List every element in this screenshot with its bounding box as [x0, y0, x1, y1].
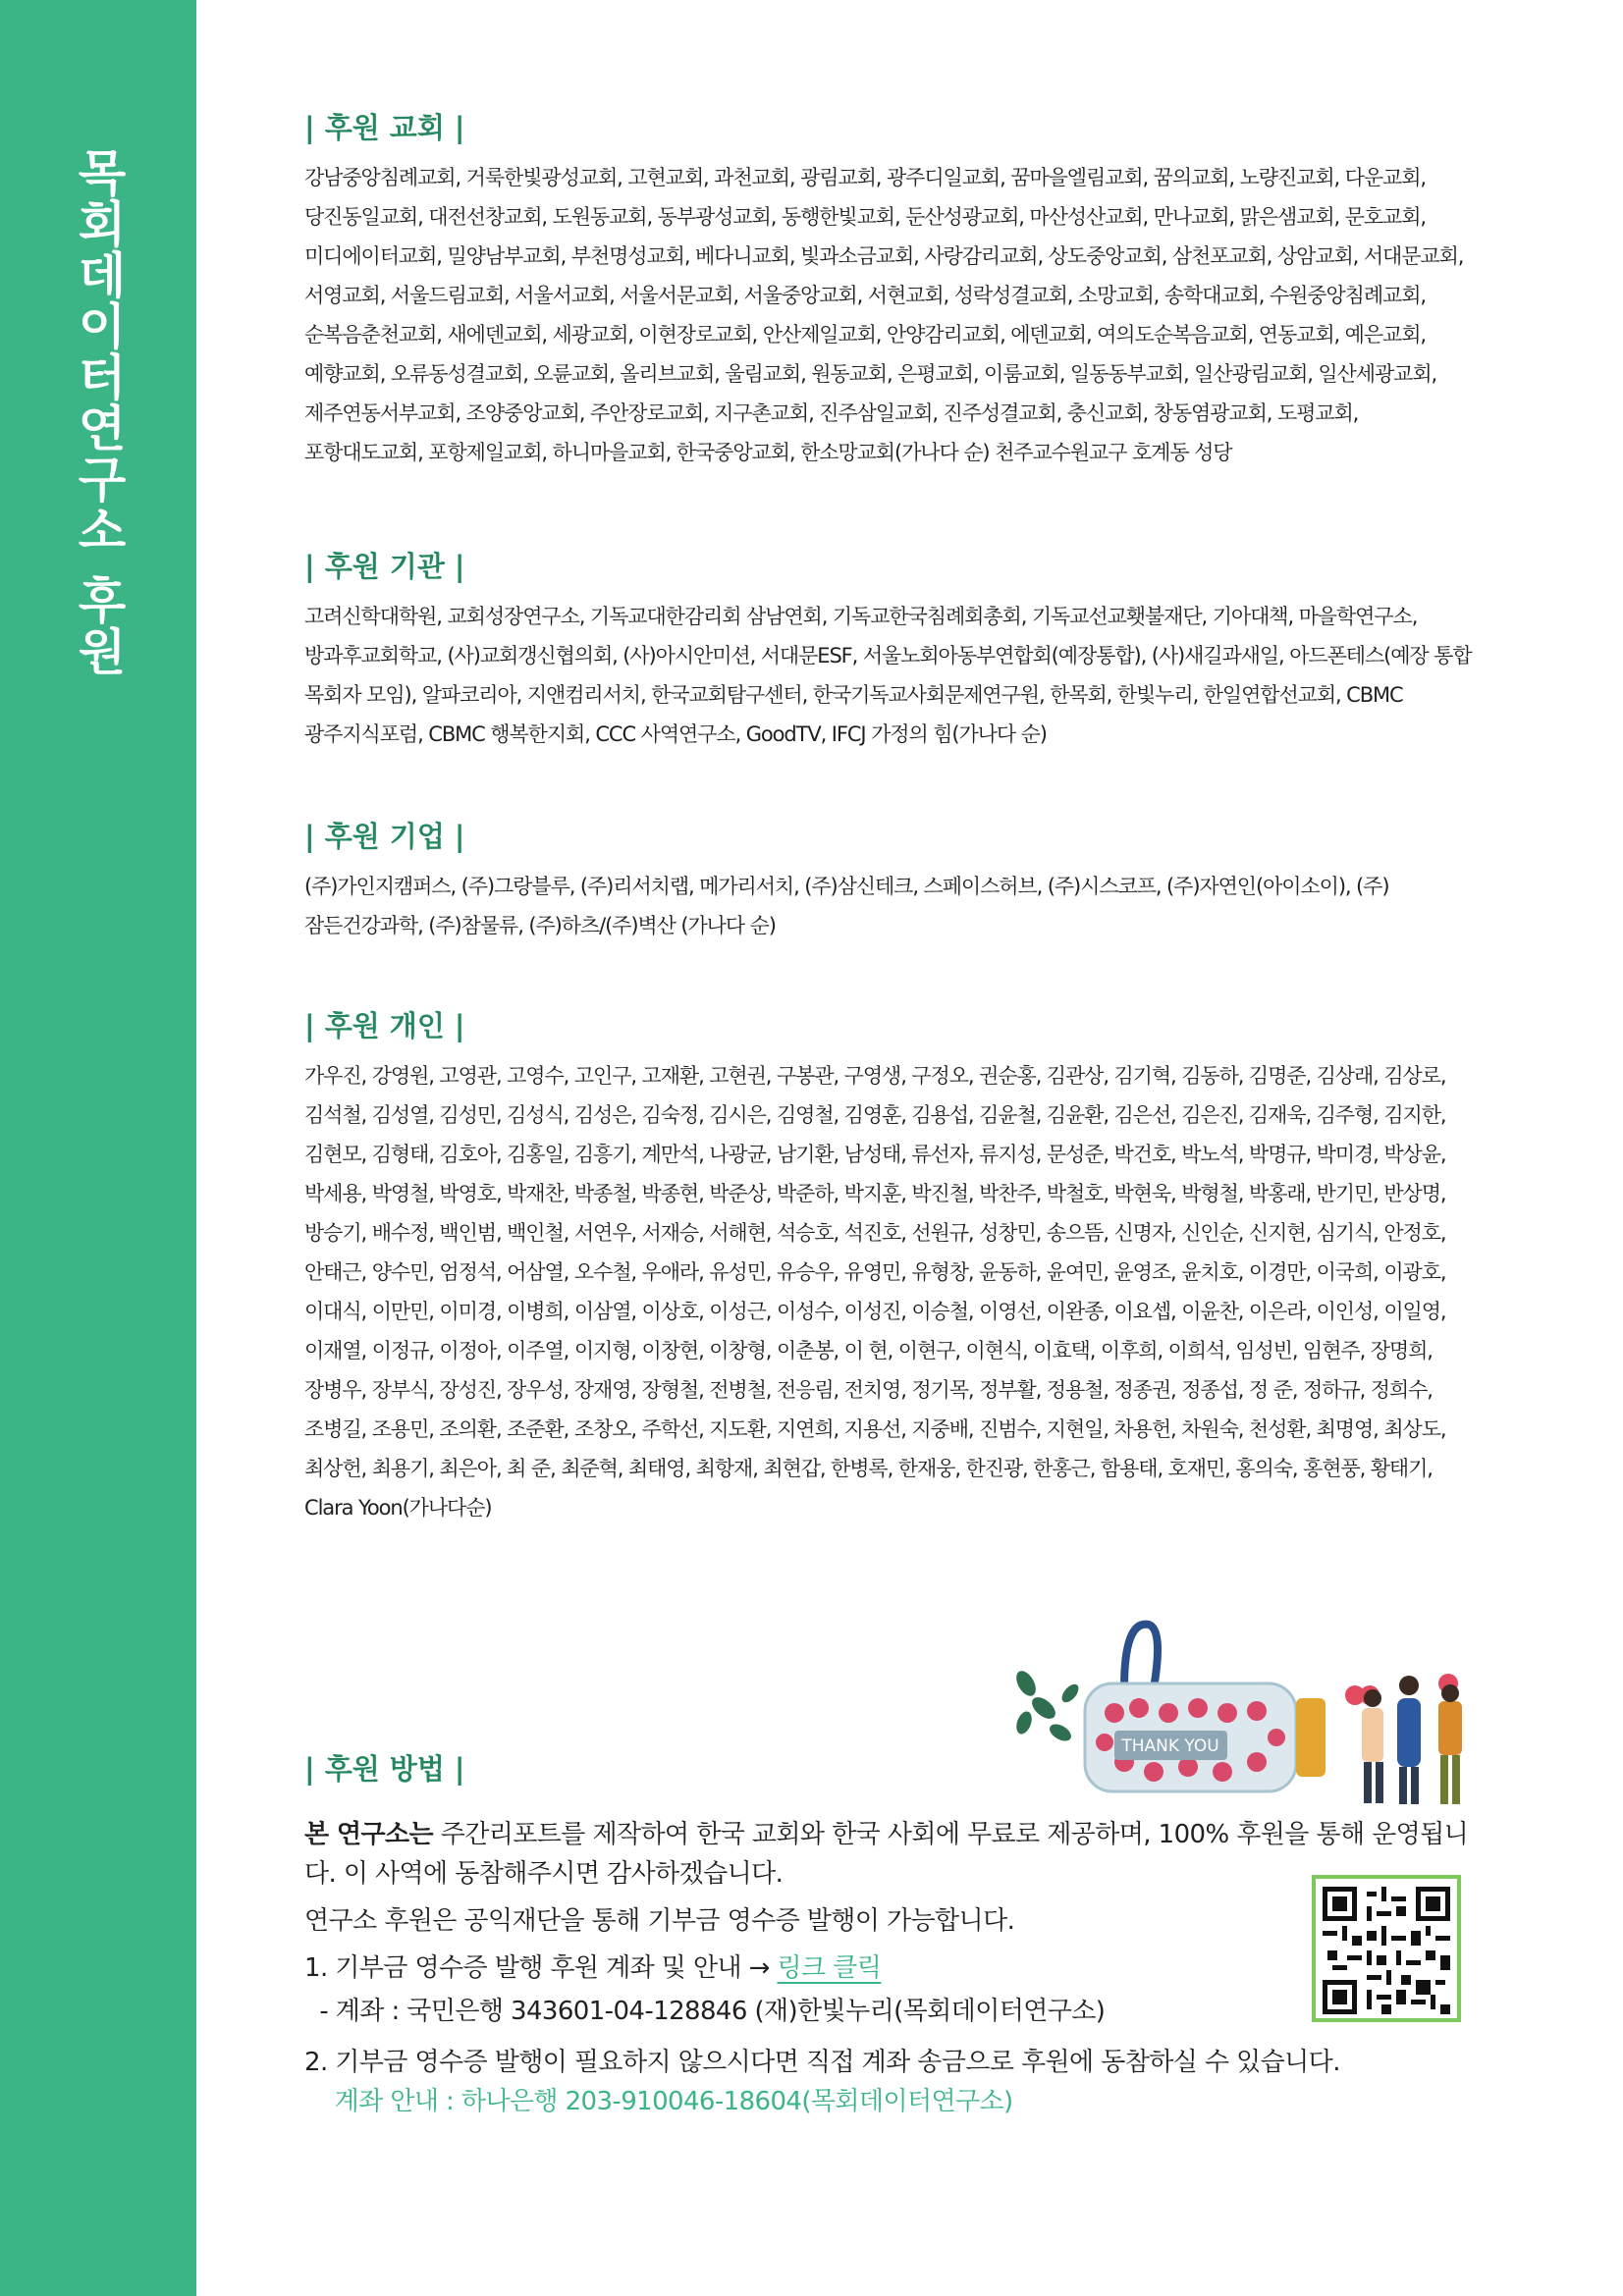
method-item-1-account: - 계좌 : 국민은행 343601-04-128846 (재)한빛누리(목회데이터연구소): [304, 1997, 1106, 2026]
method-item-1: [304, 1949, 1478, 1988]
method-intro-bold: 본 연구소는: [304, 1820, 434, 1849]
method-item-1-text: 1. 기부금 영수증 발행 후원 계좌 및 안내 →: [304, 1953, 778, 1983]
qr-code-image: [1323, 1887, 1450, 2014]
sidebar: [0, 0, 196, 2296]
method-intro: [304, 1815, 1478, 1894]
sidebar-title: 목회데이터연구소 후원: [70, 147, 127, 677]
section-heading-method: | 후원 방법 |: [304, 1752, 465, 1786]
section-churches: [304, 106, 1478, 472]
method-item-2: 2. 기부금 영수증 발행이 필요하지 않으시다면 직접 계좌 송금으로 후원에 동참하실 수 있습니다.: [304, 2048, 1340, 2077]
section-companies: [304, 815, 1478, 945]
section-individuals: [304, 1004, 1478, 1527]
jar-label: THANK YOU: [1121, 1736, 1219, 1756]
section-body-churches: 강남중앙침례교회, 거룩한빛광성교회, 고현교회, 과천교회, 광림교회, 광주디일교회, 꿈마을엘림교회, 꿈의교회, 노량진교회, 다운교회, 당진동일교회, 대전선창교회, 도원동교회, 동부광성교회, 동행한빛교회, 둔산성광교회, 마산성산교회, 만나교회, 맑은샘교회, 문호교회, 미디에이터교회, 밀양남부교회, 부천명성교회, 베다니교회, 빛과소금교회, 사랑감리교회, 상도중앙교회, 삼천포교회, 상암교회, 서대문교회, 서영교회, 서울드림교회, 서울서교회, 서울서문교회, 서울중앙교회, 서현교회, 성락성결교회, 소망교회, 송학대교회, 수원중앙침례교회, 순복음춘천교회, 새에덴교회, 세광교회, 이현장로교회, 안산제일교회, 안양감리교회, 에덴교회, 여의도순복음교회, 연동교회, 예은교회, 예향교회, 오류동성결교회, 오륜교회, 올리브교회, 울림교회, 원동교회, 은평교회, 이룸교회, 일동동부교회, 일산광림교회, 일산세광교회, 제주연동서부교회, 조양중앙교회, 주안장로교회, 지구촌교회, 진주삼일교회, 진주성결교회, 충신교회, 창동염광교회, 도평교회, 포항대도교회, 포항제일교회, 하니마을교회, 한국중앙교회, 한소망교회(가나다 순) 천주교수원교구 호계동 성당: [304, 166, 1464, 464]
method-intro-rest: 주간리포트를 제작하여 한국 교회와 한국 사회에 무료로 제공하며, 100% 후원을 통해 운영됩니다. 이 사역에 동참해주시면 감사하겠습니다.: [304, 1820, 1469, 1889]
qr-code[interactable]: [1312, 1875, 1461, 2022]
section-heading-churches: | 후원 교회 |: [304, 111, 465, 144]
section-heading-individuals: | 후원 개인 |: [304, 1009, 465, 1042]
method-item-2-account: 계좌 안내 : 하나은행 203-910046-18604(목회데이터연구소): [304, 2087, 1013, 2116]
link-click[interactable]: 링크 클릭: [777, 1953, 882, 1983]
section-heading-institutions: | 후원 기관 |: [304, 550, 465, 583]
section-body-institutions: 고려신학대학원, 교회성장연구소, 기독교대한감리회 삼남연회, 기독교한국침례회총회, 기독교선교횃불재단, 기아대책, 마을학연구소, 방과후교회학교, (사)교회갱신협의회, (사)아시안미션, 서대문ESF, 서울노회아동부연합회(예장통합), (사)새길과새일, 아드폰테스(예장 통합 목회자 모임), 알파코리아, 지앤컴리서치, 한국교회탐구센터, 한국기독교사회문제연구원, 한목회, 한빛누리, 한일연합선교회, CBMC 광주지식포럼, CBMC 행복한지회, CCC 사역연구소, GoodTV, IFCJ 가정의 힘(가나다 순): [304, 605, 1472, 746]
section-institutions: [304, 545, 1478, 754]
section-body-companies: (주)가인지캠퍼스, (주)그랑블루, (주)리서치랩, 메가리서치, (주)삼신테크, 스페이스허브, (주)시스코프, (주)자연인(아이소이), (주)잠든건강과학, (주)참물류, (주)하츠/(주)벽산 (가나다 순): [304, 875, 1389, 937]
section-body-individuals: 가우진, 강영원, 고영관, 고영수, 고인구, 고재환, 고현권, 구봉관, 구영생, 구정오, 권순홍, 김관상, 김기혁, 김동하, 김명준, 김상래, 김상로, 김석철, 김성열, 김성민, 김성식, 김성은, 김숙정, 김시은, 김영철, 김영훈, 김용섭, 김윤철, 김윤환, 김은선, 김은진, 김재욱, 김주형, 김지한, 김현모, 김형태, 김호아, 김홍일, 김흥기, 계만석, 나광균, 남기환, 남성태, 류선자, 류지성, 문성준, 박건호, 박노석, 박명규, 박미경, 박상윤, 박세용, 박영철, 박영호, 박재찬, 박종철, 박종현, 박준상, 박준하, 박지훈, 박진철, 박찬주, 박철호, 박현욱, 박형철, 박홍래, 반기민, 반상명, 방승기, 배수정, 백인범, 백인철, 서연우, 서재승, 서해현, 석승호, 석진호, 선원규, 성창민, 송으뜸, 신명자, 신인순, 신지현, 심기식, 안정호, 안태근, 양수민, 엄정석, 어삼열, 오수철, 우애라, 유성민, 유승우, 유영민, 유형창, 윤동하, 윤여민, 윤영조, 윤치호, 이경만, 이국희, 이광호, 이대식, 이만민, 이미경, 이병희, 이삼열, 이상호, 이성근, 이성수, 이성진, 이승철, 이영선, 이완종, 이요셉, 이윤찬, 이은라, 이인성, 이일영, 이재열, 이정규, 이정아, 이주열, 이지형, 이창현, 이창형, 이춘봉, 이 현, 이현구, 이현식, 이효택, 이후희, 이희석, 임성빈, 임현주, 장명희, 장병우, 장부식, 장성진, 장우성, 장재영, 장형철, 전병철, 전응림, 전치영, 정기목, 정부활, 정용철, 정종권, 정종섭, 정 준, 정하규, 정희수, 조병길, 조용민, 조의환, 조준환, 조창오, 주학선, 지도환, 지연희, 지용선, 지중배, 진범수, 지현일, 차용헌, 차원숙, 천성환, 최명영, 최상도, 최상헌, 최용기, 최은아, 최 준, 최준혁, 최태영, 최항재, 최현갑, 한병록, 한재웅, 한진광, 한홍근, 함용태, 호재민, 홍의숙, 홍현풍, 황태기, Clara Yoon(가나다순): [304, 1064, 1446, 1520]
section-method: [304, 1747, 1478, 2121]
section-heading-companies: | 후원 기업 |: [304, 820, 465, 853]
method-receipt-note: 연구소 후원은 공익재단을 통해 기부금 영수증 발행이 가능합니다.: [304, 1906, 1015, 1936]
